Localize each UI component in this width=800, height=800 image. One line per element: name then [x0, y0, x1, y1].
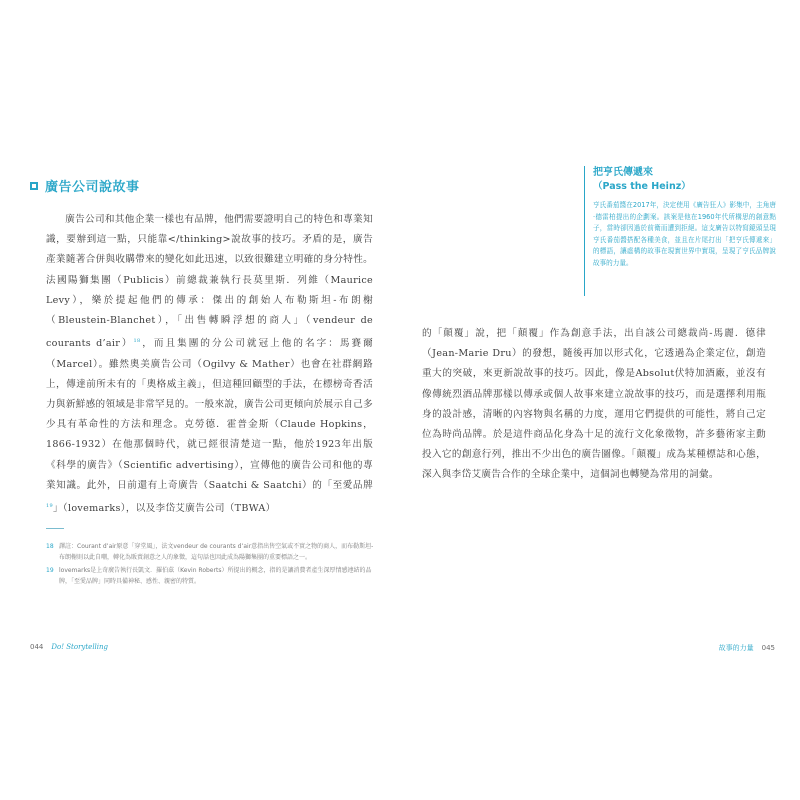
page-number: 044: [30, 643, 44, 651]
sidebar-subtitle: （Pass the Heinz）: [593, 181, 691, 192]
body-paragraph: 的「顛覆」說，把「顛覆」作為創意手法，出自該公司總裁尚-馬麗．德律（Jean-Marie Dru）的發想，隨後再加以形式化，它透過為企業定位，創造重大的突破，來更新說故事的技巧。因此，像是Absolut伏特加酒廠，並沒有像傳統烈酒品牌那樣以傳承或個人故事來建立說故事的技巧，而是選擇利用瓶身的設計感，清晰的內容物與名稱的力度，運用它們提供的可能性，將自己定位為時尚品牌。於是這件商品化身為十足的流行文化象徵物，許多藝術家主動投入它的創意行列，推出不少出色的廣告圖像。「顛覆」成為某種標誌和心態，深入與李岱艾廣告合作的全球企業中，這個詞也轉變為常用的詞彙。: [422, 328, 766, 481]
footnote-text: lovemarks是上奇廣告執行長凱文．羅伯茲（Kevin Roberts）所提出的概念，指的是讓消費者產生深厚情感連結的品牌，「至愛品牌」同時具備神秘、感性、親密的特質。: [59, 567, 372, 585]
running-head: 故事的力量: [718, 644, 754, 652]
section-title: 廣告公司說故事: [45, 180, 140, 195]
page-number: 045: [761, 644, 775, 652]
footnote-number: 19: [46, 567, 54, 574]
body-paragraph: [46, 210, 373, 519]
left-body-text: [46, 210, 373, 519]
footnotes: [46, 541, 376, 589]
folio-left: [30, 643, 108, 651]
footnote: [46, 565, 376, 587]
footnote-ref-18: 18: [133, 338, 141, 345]
right-page: [400, 0, 800, 800]
footnote-text: 譯註：Courant d’air原意「穿堂風」，法文vendeur de courants d’air意指出售空氣或不實之物的商人，而布勒斯坦-布朗榭則以此自嘲，轉化為販賣創意之人的象徵，這句話也因此成為陽獅集團的重要標語之一。: [59, 543, 374, 561]
paragraph-part-1: 廣告公司和其他企業一樣也有品牌，他們需要證明自己的特色和專業知識，要辦到這一點，只能靠</thinking>說故事的技巧。矛盾的是，廣告產業隨著合併與收購帶來的變化如此迅速，以致很難建立明確的身分特性。法國陽獅集團（Publicis）前總裁兼執行長莫里斯．列維（Maurice Levy），樂於提起他們的傳承：傑出的創始人布勒斯坦-布朗榭（Bleustein-Blanchet），「出售轉瞬浮想的商人」（vendeur de courants d’air）: [46, 214, 373, 350]
paragraph-part-2: ，而且集團的分公司就冠上他的名字：馬賽爾（Marcel）。雖然奧美廣告公司（Ogilvy & Mather）也會在社群網路上，傳達前所未有的「奧格威主義」，但這種回顧型的手法，在標榜奇香活力與新鮮感的領域是非常罕見的。一般來說，廣告公司更傾向於展示自己多少具有革命性的方法和理念。克勞德．霍普金斯（Claude Hopkins，1866-1932）在他那個時代，就已經很清楚這一點，他於1923年出版《科學的廣告》（Scientific advertising），宣傳他的廣告公司和他的專業知識。此外，日前還有上奇廣告（Saatchi & Saatchi）的「至愛品牌: [46, 338, 373, 491]
heading-square-icon: [30, 182, 38, 190]
paragraph-part-3: 」（lovemarks），以及李岱艾廣告公司（TBWA）: [52, 503, 276, 515]
sidebar-title: 把亨氏傳遞來: [593, 167, 653, 178]
footnote-rule: [46, 528, 64, 529]
footnote-number: 18: [46, 543, 54, 550]
sidebar-box: [584, 166, 776, 296]
running-head: Do! Storytelling: [51, 643, 109, 651]
right-body-text: [422, 324, 766, 486]
section-heading: [30, 176, 140, 195]
sidebar-body: 亨氏番茄醬在2017年，決定使用《廣告狂人》影集中，主角唐·德雷柏提出的企劃案。該案是他在1960年代所構思的創意點子，當時卻因過於前衛而遭到拒絕。這支廣告以特寫鏡頭呈現亨氏番茄醬搭配各種美食，並且在片尾打出「把亨氏傳遞來」的標語，讓虛構的故事在現實世界中實現，呈現了亨氏品牌說故事的力量。: [593, 201, 776, 267]
footnote-ref-19: 19: [46, 503, 53, 510]
footnote: [46, 541, 376, 563]
folio-right: [719, 643, 775, 653]
